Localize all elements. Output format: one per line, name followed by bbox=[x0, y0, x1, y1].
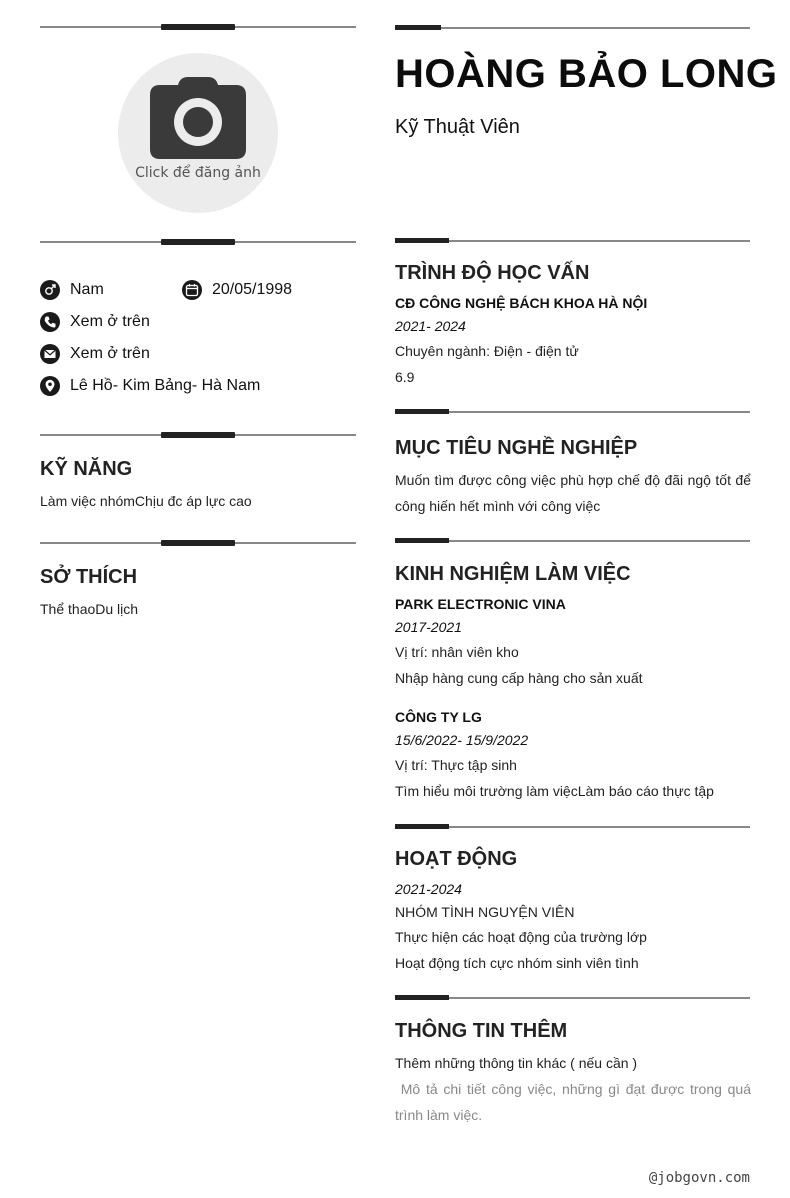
objective-text: Muốn tìm được công việc phù hợp chế độ đãi ngộ tốt để công hiến hết mình với công việc bbox=[395, 472, 751, 514]
job-position: Vị trí: nhân viên kho bbox=[395, 644, 519, 660]
extra-line: Thêm những thông tin khác ( nếu cần ) bbox=[395, 1055, 638, 1071]
activity-item: Hoạt động tích cực nhóm sinh viên tình bbox=[395, 955, 639, 971]
job-description: Tìm hiểu môi trường làm việcLàm báo cáo thực tập bbox=[395, 783, 714, 799]
location-pin-icon bbox=[40, 376, 60, 396]
activities-period: 2021-2024 bbox=[395, 881, 462, 897]
skills-text: Làm việc nhómChịu đc áp lực cao bbox=[40, 493, 252, 509]
calendar-icon bbox=[182, 280, 202, 300]
divider bbox=[395, 997, 750, 999]
job-company: PARK ELECTRONIC VINA bbox=[395, 596, 566, 612]
job-description: Nhập hàng cung cấp hàng cho sản xuất bbox=[395, 670, 643, 686]
birthday-value: 20/05/1998 bbox=[212, 281, 293, 298]
divider bbox=[40, 241, 356, 243]
candidate-name: HOÀNG BẢO LONG bbox=[395, 52, 778, 96]
gender-value: Nam bbox=[70, 281, 104, 298]
activities-org: NHÓM TÌNH NGUYỆN VIÊN bbox=[395, 904, 575, 920]
hobbies-text: Thể thaoDu lịch bbox=[40, 601, 139, 617]
email-value: Xem ở trên bbox=[70, 345, 150, 362]
divider bbox=[395, 540, 750, 542]
education-gpa: 6.9 bbox=[395, 369, 415, 385]
activity-item: Thực hiện các hoạt động của trường lớp bbox=[395, 929, 647, 945]
camera-icon bbox=[150, 75, 246, 159]
divider bbox=[395, 27, 750, 29]
footer-brand: @jobgovn.com bbox=[648, 1170, 750, 1186]
extra-description: Mô tả chi tiết công việc, những gì đạt được trong quá trình làm việc. bbox=[395, 1081, 755, 1123]
envelope-icon bbox=[40, 344, 60, 364]
job-period: 15/6/2022- 15/9/2022 bbox=[395, 732, 529, 748]
phone-value: Xem ở trên bbox=[70, 313, 150, 330]
address-value: Lê Hồ- Kim Bảng- Hà Nam bbox=[70, 377, 261, 394]
job-position: Vị trí: Thực tập sinh bbox=[395, 757, 517, 773]
divider bbox=[395, 411, 750, 413]
experience-title: KINH NGHIỆM LÀM VIỆC bbox=[395, 563, 631, 585]
job-company: CÔNG TY LG bbox=[395, 709, 482, 725]
objective-title: MỤC TIÊU NGHỀ NGHIỆP bbox=[395, 437, 638, 459]
photo-caption: Click để đăng ảnh bbox=[135, 165, 261, 181]
education-period: 2021- 2024 bbox=[395, 318, 466, 334]
divider bbox=[40, 434, 356, 436]
education-school: CĐ CÔNG NGHỆ BÁCH KHOA HÀ NỘI bbox=[395, 295, 648, 311]
divider bbox=[395, 240, 750, 242]
avatar-upload[interactable] bbox=[118, 53, 278, 213]
divider bbox=[40, 542, 356, 544]
divider bbox=[395, 826, 750, 828]
education-major: Chuyên ngành: Điện - điện tử bbox=[395, 343, 579, 359]
job-title: Kỹ Thuật Viên bbox=[395, 116, 520, 138]
extra-title: THÔNG TIN THÊM bbox=[395, 1020, 568, 1042]
hobbies-title: SỞ THÍCH bbox=[40, 566, 138, 588]
skills-title: KỸ NĂNG bbox=[40, 458, 133, 480]
gender-icon bbox=[40, 280, 60, 300]
education-title: TRÌNH ĐỘ HỌC VẤN bbox=[395, 262, 590, 284]
job-period: 2017-2021 bbox=[395, 619, 462, 635]
activities-title: HOẠT ĐỘNG bbox=[395, 848, 518, 870]
divider bbox=[40, 26, 356, 28]
phone-icon bbox=[40, 312, 60, 332]
